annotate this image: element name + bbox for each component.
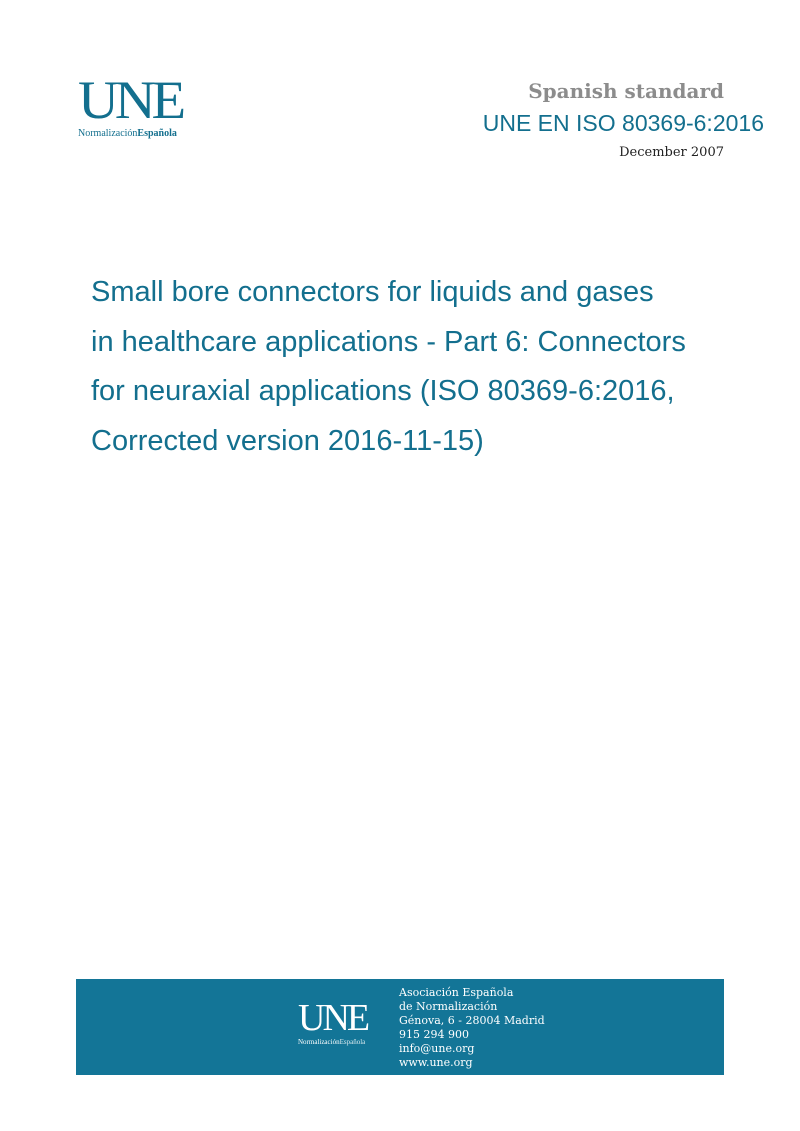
org-name-line1: Asociación Española xyxy=(399,986,514,999)
document-kind: Spanish standard xyxy=(528,79,724,103)
footer-logo-mark: UNE xyxy=(298,997,368,1039)
document-header xyxy=(483,78,764,162)
title-line: in healthcare applications - Part 6: Connectors xyxy=(91,325,686,358)
une-logo-mark: UNE xyxy=(78,70,182,130)
title-line: Small bore connectors for liquids and gases xyxy=(91,276,654,308)
document-date: December 2007 xyxy=(619,145,724,160)
footer-une-logo xyxy=(298,999,388,1047)
org-phone: 915 294 900 xyxy=(399,1028,469,1041)
contact-block xyxy=(399,986,545,1070)
document-code: UNE EN ISO 80369-6:2016 xyxy=(482,110,764,136)
footer-banner xyxy=(76,979,724,1075)
tagline-normalizacion: Normalización xyxy=(78,128,138,139)
org-email[interactable]: info@une.org xyxy=(399,1042,475,1055)
footer-tagline-normalizacion: Normalización xyxy=(298,1038,340,1046)
title-line: Corrected version 2016-11-15) xyxy=(91,424,484,457)
footer-tagline-espanola: Española xyxy=(339,1038,366,1046)
document-title xyxy=(91,268,771,466)
title-line: for neuraxial applications (ISO 80369-6:2016, xyxy=(91,375,675,407)
footer-logo-tagline xyxy=(298,1038,388,1047)
org-address: Génova, 6 - 28004 Madrid xyxy=(399,1014,545,1027)
une-logo xyxy=(78,70,202,140)
tagline-espanola: Española xyxy=(137,128,177,139)
org-name-line2: de Normalización xyxy=(399,1000,498,1013)
org-website[interactable]: www.une.org xyxy=(399,1056,473,1069)
